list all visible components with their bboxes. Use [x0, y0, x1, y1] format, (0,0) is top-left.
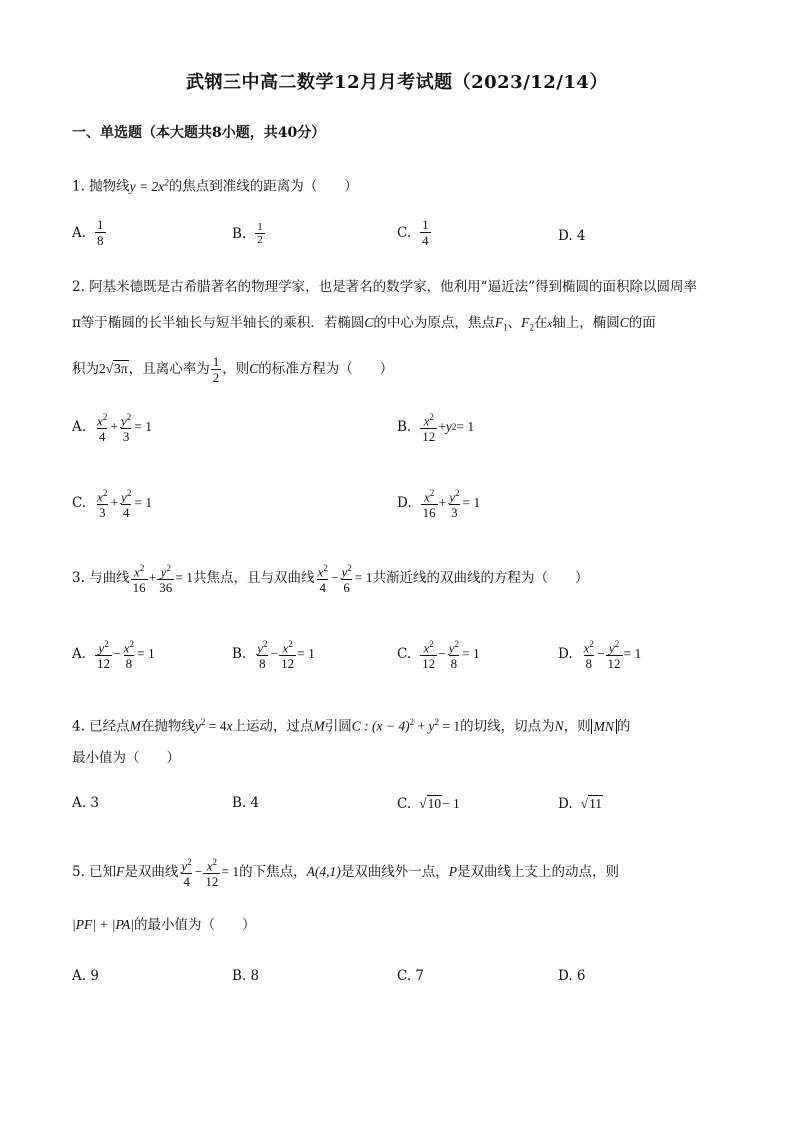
- q1-text-post: 的焦点到准线的距离为（ ）: [168, 178, 358, 195]
- q3-option-b[interactable]: B. $\frac{y^2}{8}$ − $\frac{x^2}{12}$ = 1: [232, 639, 315, 672]
- question-2-line-2: π等于椭圆的长半轴长与短半轴长的乘积．若椭圆C的中心为原点，焦点$F_1$、$F_2$在x轴上，椭圆C的面: [72, 315, 656, 333]
- q2-option-a[interactable]: A. $\frac{x^2}{4}$ + $\frac{y^2}{3}$ = 1: [72, 412, 152, 445]
- question-4-line-1: 4. 已经点M在抛物线$y^2 = 4x$上运动，过点M引圆C : $(x - 4)^2 + y^2 = 1$的切线，切点为N，则 MN 的: [72, 717, 631, 735]
- q3-option-a[interactable]: A. $\frac{y^2}{12}$ − $\frac{x^2}{8}$ = 1: [72, 639, 155, 672]
- q1-text-pre: 1. 抛物线: [72, 178, 130, 195]
- q3-option-c[interactable]: C. $\frac{x^2}{12}$ − $\frac{y^2}{8}$ = 1: [397, 639, 480, 672]
- q4-option-c[interactable]: C. √ 10 − 1: [397, 795, 460, 812]
- q2-option-b[interactable]: B. $\frac{x^2}{12}$ + y 2 = 1: [397, 412, 475, 445]
- q3-option-d[interactable]: D. $\frac{x^2}{8}$ − $\frac{y^2}{12}$ = 1: [558, 639, 642, 672]
- question-5-line-2: |PF| + |PA|的最小值为（ ）: [72, 917, 256, 933]
- question-4-line-2: 最小值为（ ）: [72, 750, 180, 766]
- q1-option-b[interactable]: B. $\frac{1}{2}$: [232, 221, 263, 246]
- q1-option-d[interactable]: D. 4: [558, 228, 586, 244]
- q2-option-d[interactable]: D. $\frac{x^2}{16}$ + $\frac{y^2}{3}$ = 1: [397, 488, 481, 521]
- q5-option-c[interactable]: C. 7: [397, 968, 425, 984]
- q4-option-b[interactable]: B. 4: [232, 795, 260, 811]
- q1-equation: $y = 2x^2$: [129, 177, 169, 194]
- q5-option-b[interactable]: B. 8: [232, 968, 260, 984]
- question-3: 3. 与曲线 $\frac{x^2}{16}$ + $\frac{y^2}{36}$ = 1 共焦点，且与双曲线 $\frac{x^2}{4}$ − $\frac{y^2}{6}$ = 1 共渐近线的双曲线的方程为（ ）: [72, 563, 589, 596]
- question-5-line-1: 5. 已知 F 是双曲线 $\frac{y^2}{4}$ − $\frac{x^2}{12}$ = 1 的下焦点， A(4,1) 是双曲线外一点， P 是双曲线上支上的动点，则: [72, 857, 619, 890]
- question-1: [72, 172, 358, 197]
- q2-option-c[interactable]: C. $\frac{x^2}{3}$ + $\frac{y^2}{4}$ = 1: [72, 488, 153, 521]
- q1-option-c[interactable]: C. $\frac{1}{4}$: [397, 217, 429, 248]
- q5-option-d[interactable]: D. 6: [558, 968, 586, 984]
- q4-option-d[interactable]: D. √ 11: [558, 795, 603, 812]
- page-title: 武钢三中高二数学12月月考试题（2023/12/14）: [186, 72, 608, 93]
- section-heading: 一、单选题（本大题共8小题，共40分）: [72, 125, 326, 141]
- question-2-line-1: 2. 阿基米德既是古希腊著名的物理学家，也是著名的数学家，他利用“逼近法”得到椭圆的面积除以圆周率: [72, 279, 697, 295]
- q1-option-a[interactable]: A. $\frac{1}{8}$: [72, 217, 104, 248]
- q4-option-a[interactable]: A. 3: [72, 795, 99, 811]
- question-2-line-3: 积为2√3π，且离心率为 $\frac{1}{2}$ ，则C的标准方程为（ ）: [72, 354, 394, 385]
- q5-option-a[interactable]: A. 9: [72, 968, 99, 984]
